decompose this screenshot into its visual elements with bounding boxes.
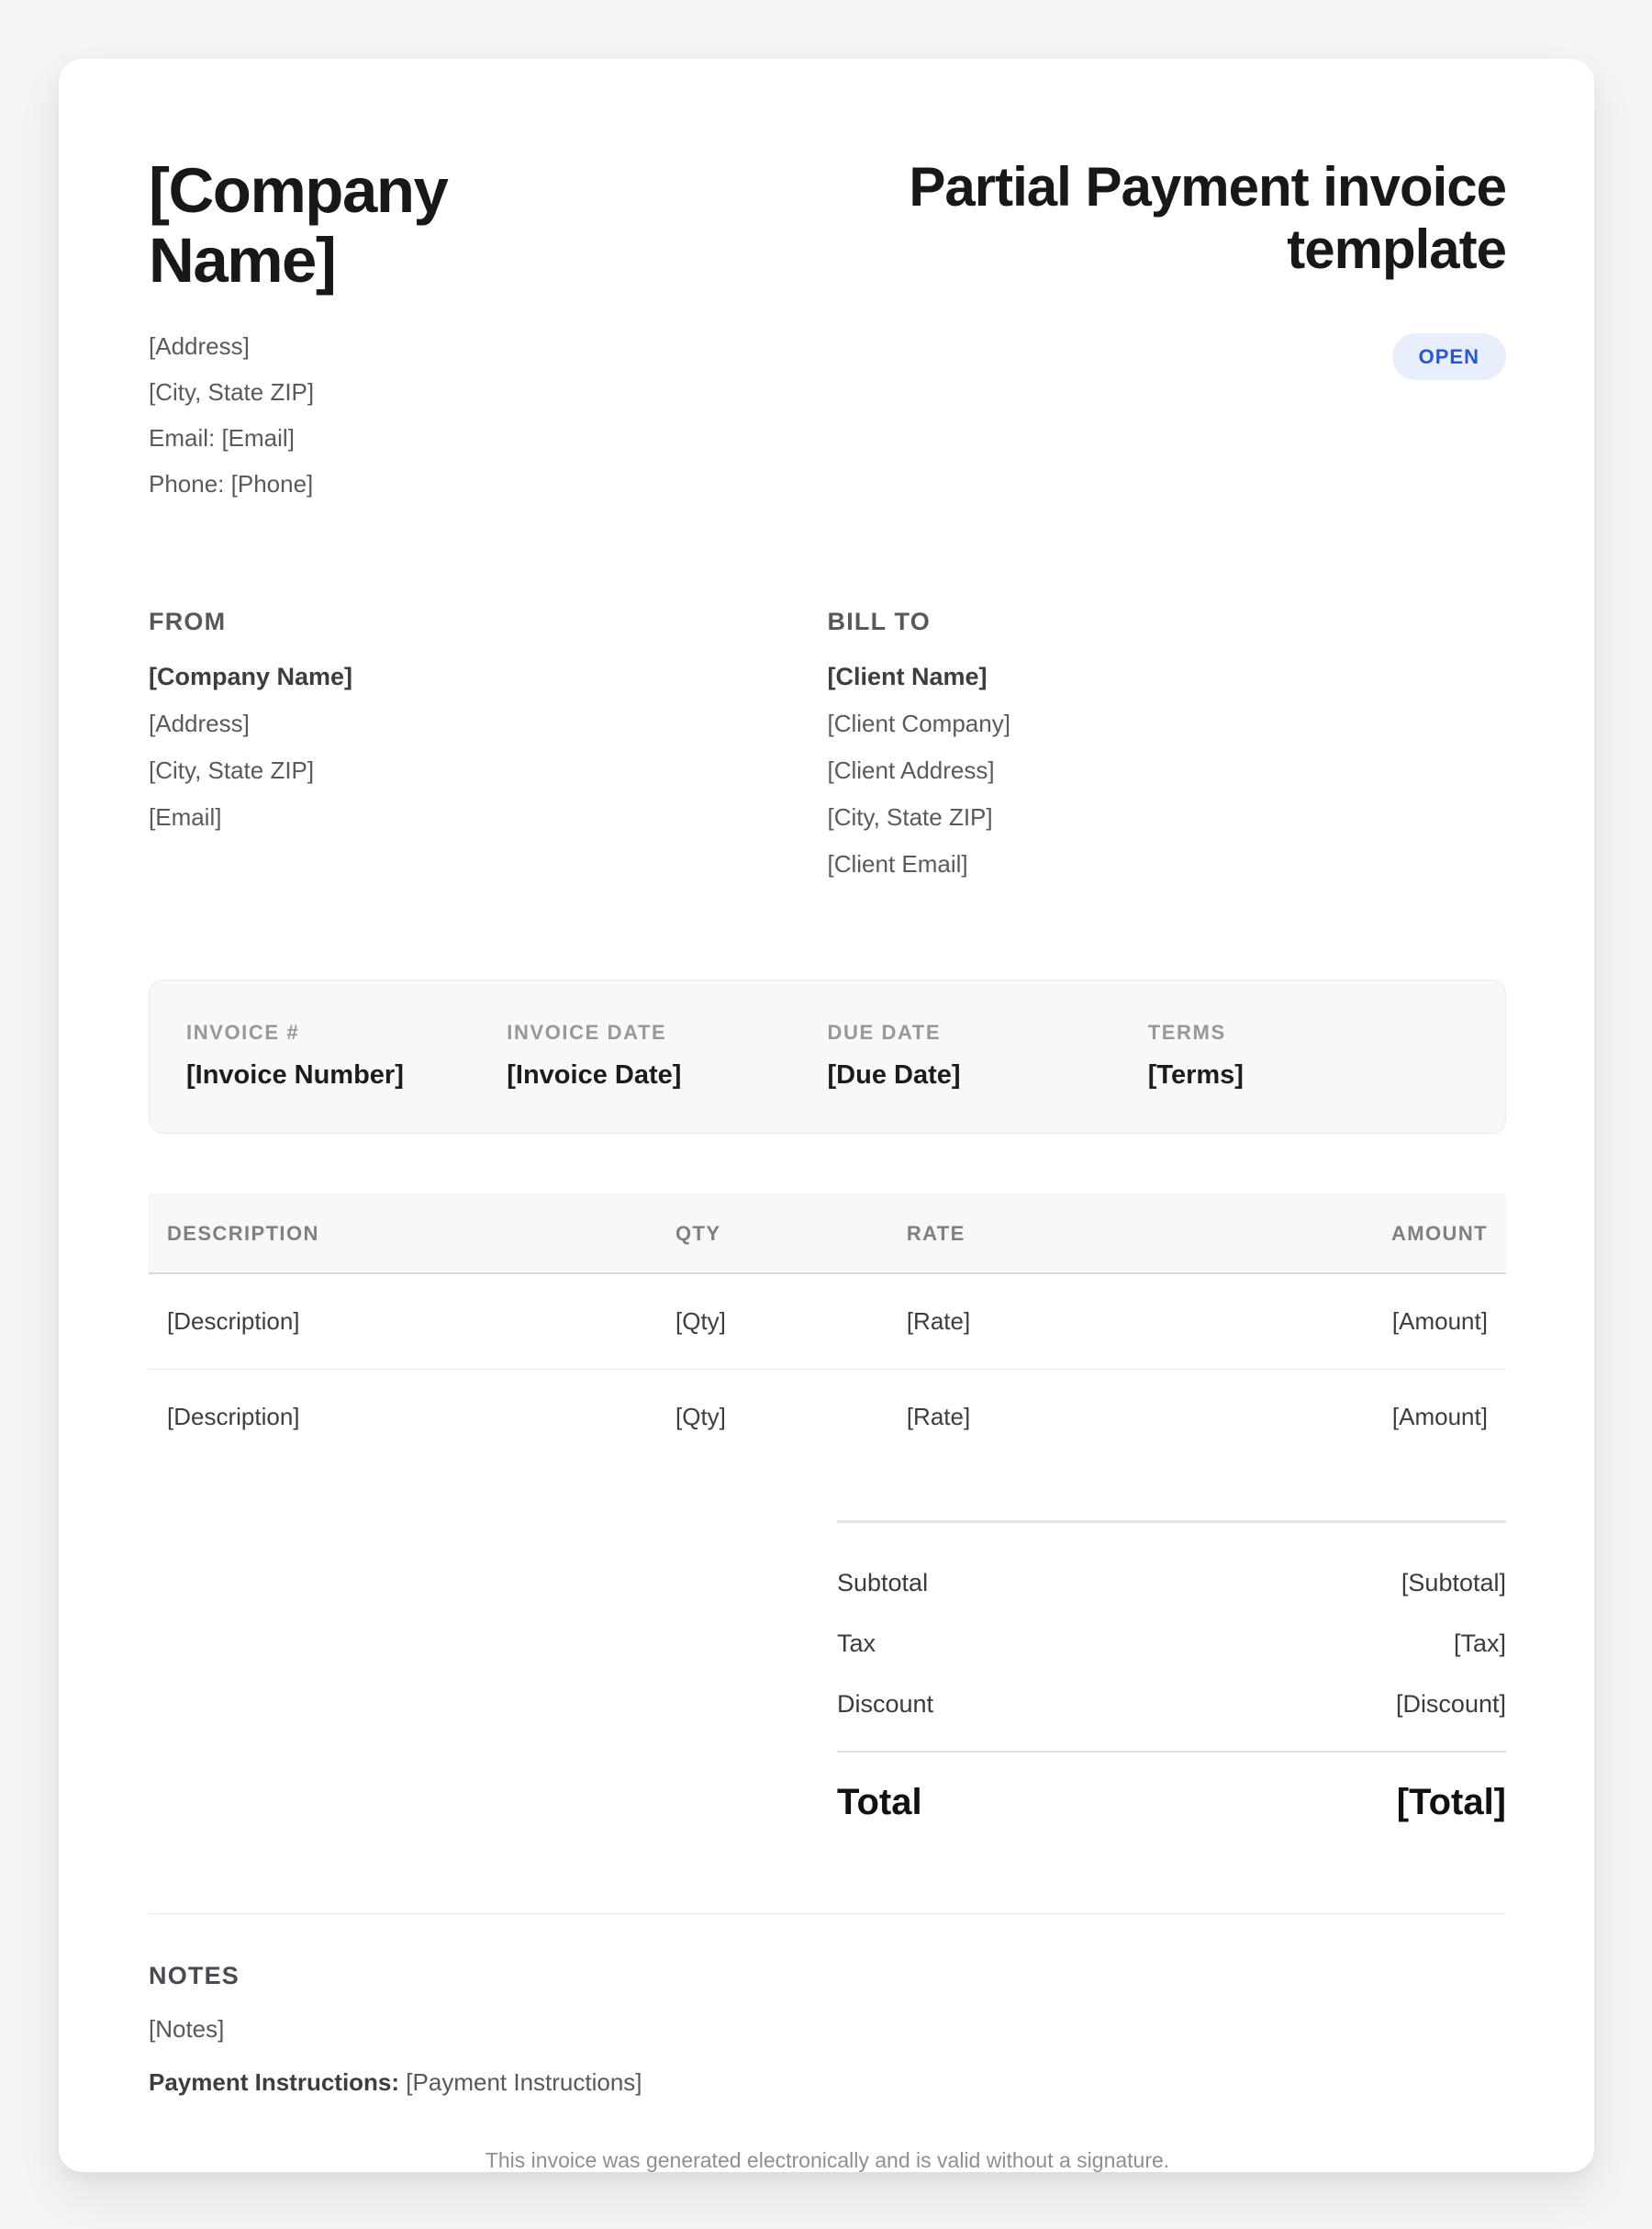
- column-header-description: DESCRIPTION: [167, 1221, 319, 1245]
- from-email-line: [Email]: [149, 802, 222, 831]
- cell-description: [Description]: [167, 1306, 300, 1335]
- meta-value: [Due Date]: [827, 1059, 961, 1090]
- meta-label: DUE DATE: [827, 1020, 942, 1044]
- notes-text: [Notes]: [149, 2014, 225, 2043]
- company-phone-line: Phone: [Phone]: [149, 469, 314, 498]
- table-row: [149, 1274, 1506, 1369]
- cell-rate: [Rate]: [906, 1402, 971, 1430]
- discount-label: Discount: [837, 1689, 934, 1718]
- column-header-qty: QTY: [675, 1221, 721, 1245]
- invoice-footer: [149, 2148, 1506, 2172]
- title-block: [717, 156, 1506, 380]
- client-address-line: [Client Address]: [827, 756, 995, 784]
- from-section: [149, 608, 828, 888]
- meta-terms: [1148, 1021, 1468, 1091]
- company-email-line: Email: [Email]: [149, 423, 295, 452]
- meta-invoice-number: [186, 1021, 507, 1091]
- table-header-row: [149, 1193, 1506, 1274]
- total-label: Total: [837, 1781, 922, 1822]
- meta-label: INVOICE #: [186, 1020, 300, 1044]
- from-company-name: [Company Name]: [149, 662, 353, 690]
- page-title: Partial Payment invoice template: [909, 156, 1506, 281]
- tax-value: [Tax]: [1453, 1629, 1506, 1657]
- meta-due-date: [828, 1021, 1148, 1091]
- company-address-line: [Address]: [149, 331, 250, 360]
- cell-rate: [Rate]: [906, 1306, 971, 1335]
- footer-disclaimer-text: This invoice was generated electronically and is valid without a signature.: [485, 2147, 1170, 2172]
- tax-row: [837, 1630, 1506, 1658]
- payment-instructions-line: [149, 2068, 1506, 2097]
- from-label: FROM: [149, 607, 227, 635]
- subtotal-value: [Subtotal]: [1401, 1568, 1506, 1596]
- invoice-meta-box: [149, 980, 1506, 1134]
- meta-value: [Invoice Number]: [186, 1059, 404, 1090]
- table-row: [149, 1369, 1506, 1464]
- from-address-line: [Address]: [149, 709, 250, 737]
- column-header-rate: RATE: [906, 1221, 966, 1245]
- tax-label: Tax: [837, 1629, 876, 1657]
- bill-to-label: BILL TO: [827, 607, 931, 635]
- meta-label: INVOICE DATE: [507, 1020, 667, 1044]
- cell-qty: [Qty]: [675, 1306, 726, 1335]
- parties-section: [149, 608, 1506, 888]
- company-block: [149, 156, 717, 507]
- total-value: [Total]: [1396, 1781, 1506, 1822]
- cell-amount: [Amount]: [1391, 1306, 1488, 1335]
- meta-label: TERMS: [1147, 1020, 1226, 1044]
- cell-description: [Description]: [167, 1402, 300, 1430]
- client-name: [Client Name]: [827, 662, 988, 690]
- notes-section: [149, 1913, 1506, 2097]
- invoice-header: [149, 156, 1506, 507]
- discount-value: [Discount]: [1395, 1689, 1506, 1718]
- cell-amount: [Amount]: [1391, 1402, 1488, 1430]
- discount-row: [837, 1690, 1506, 1719]
- meta-value: [Terms]: [1147, 1059, 1244, 1090]
- company-address-block: [149, 323, 717, 507]
- subtotal-row: [837, 1569, 1506, 1597]
- meta-invoice-date: [507, 1021, 827, 1091]
- client-company-line: [Client Company]: [827, 709, 1010, 737]
- total-row: [837, 1753, 1506, 1823]
- company-name-heading: [Company Name]: [149, 155, 448, 296]
- totals-section: [837, 1520, 1506, 1823]
- payment-instructions-value: [Payment Instructions]: [406, 2067, 642, 2096]
- from-address-line: [City, State ZIP]: [149, 756, 315, 784]
- client-city-line: [City, State ZIP]: [827, 802, 993, 831]
- subtotal-label: Subtotal: [837, 1568, 929, 1596]
- column-header-amount: AMOUNT: [1391, 1221, 1488, 1245]
- cell-qty: [Qty]: [675, 1402, 726, 1430]
- notes-label: NOTES: [149, 1961, 240, 1989]
- meta-value: [Invoice Date]: [507, 1059, 682, 1090]
- payment-instructions-label: Payment Instructions:: [149, 2067, 400, 2096]
- company-address-line: [City, State ZIP]: [149, 377, 315, 406]
- bill-to-section: [828, 608, 1507, 888]
- line-items-table: [149, 1193, 1506, 1464]
- invoice-card: [59, 59, 1594, 2172]
- open-badge[interactable]: OPEN: [1392, 333, 1506, 380]
- client-email-line: [Client Email]: [827, 849, 968, 878]
